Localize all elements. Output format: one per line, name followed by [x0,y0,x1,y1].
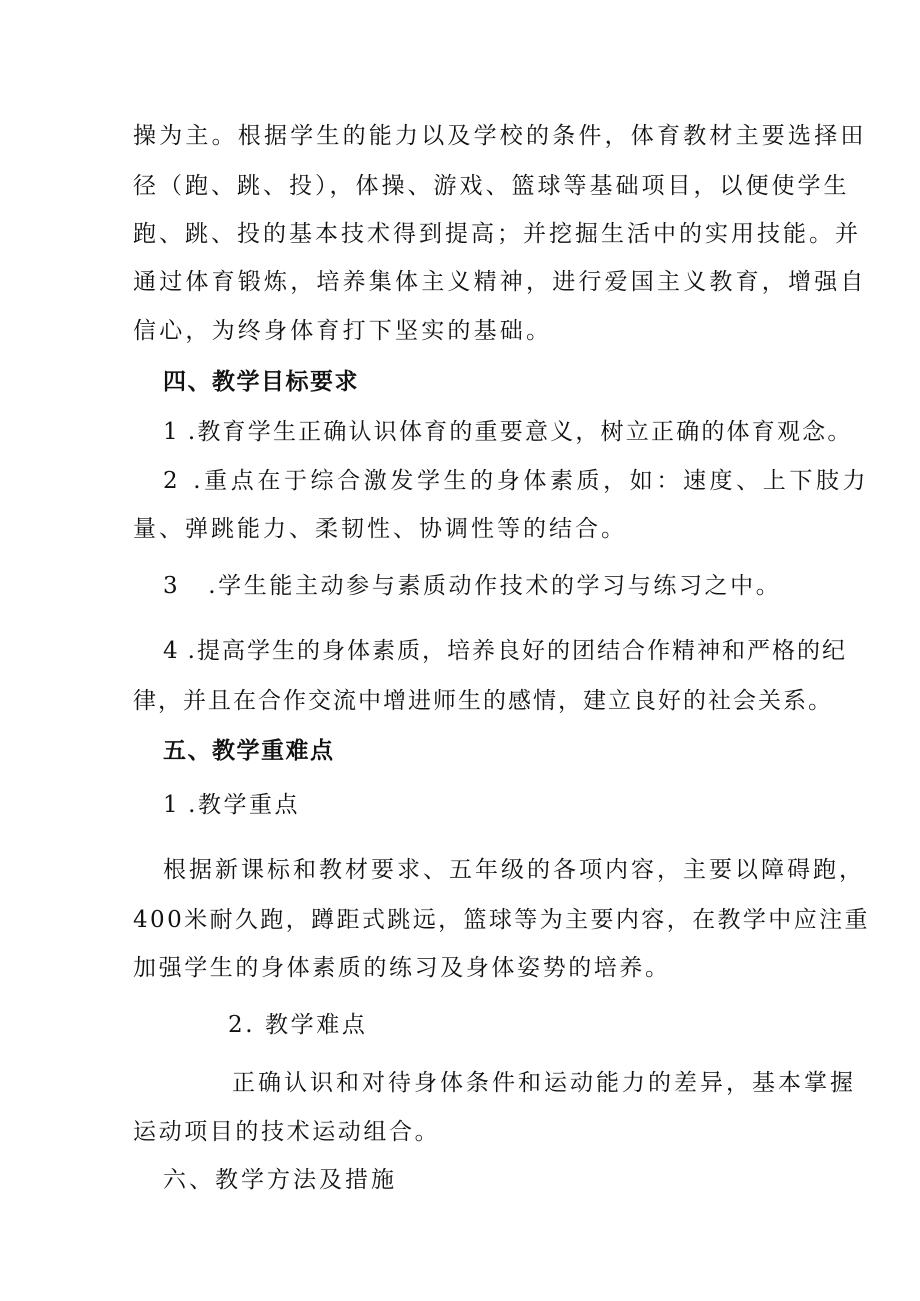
section-heading: 五、教学重难点 [163,738,335,764]
intro-line: 操为主。根据学生的能力以及学校的条件，体育教材主要选择田 [133,123,867,149]
item-text: .学生能主动参与素质动作技术的学习与练习之中。 [208,573,782,599]
intro-line: 跑、跳、投的基本技术得到提高；并挖掘生活中的实用技能。并 [133,221,861,247]
section-heading: 四、教学目标要求 [163,369,359,395]
goal-item [163,636,847,666]
subsection-title: 2. 教学难点 [228,1012,368,1038]
intro-line: 通过体育锻炼，培养集体主义精神，进行爱国主义教育，增强自 [133,269,867,295]
item-text: .提高学生的身体素质，培养良好的团结合作精神和严格的纪 [187,638,847,664]
item-number: 2 [163,468,182,494]
item-number: 3 [163,573,181,599]
goal-item-continuation: 律，并且在合作交流中增进师生的感情，建立良好的社会关系。 [133,688,833,714]
item-number: 1 [163,792,181,818]
item-number: 1 [163,419,180,445]
item-text: .重点在于综合激发学生的身体素质，如：速度、上下肢力 [193,468,870,494]
key-points-line: 根据新课标和教材要求、五年级的各项内容，主要以障碍跑， [163,857,865,883]
subsection-title-text: .教学重点 [188,792,300,818]
goal-item-continuation: 量、弹跳能力、柔韧性、协调性等的结合。 [133,516,627,542]
goal-item [163,466,869,496]
goal-item [163,571,781,601]
item-number: 4 [163,638,180,664]
item-text: .教育学生正确认识体育的重要意义，树立正确的体育观念。 [187,419,853,445]
difficult-points-line: 正确认识和对待身体条件和运动能力的差异，基本掌握 [232,1070,856,1096]
intro-line: 径（跑、跳、投），体操、游戏、篮球等基础项目，以便使学生 [133,173,850,199]
key-points-line: 加强学生的身体素质的练习及身体姿势的培养。 [133,955,671,981]
intro-line: 信心，为终身体育打下坚实的基础。 [133,318,553,344]
goal-item [163,417,853,447]
key-points-line: 400米耐久跑，蹲距式跳远，篮球等为主要内容，在教学中应注重 [133,907,870,933]
subsection-title [163,790,300,820]
difficult-points-line: 运动项目的技术运动组合。 [133,1119,441,1145]
section-heading: 六、教学方法及措施 [163,1167,397,1193]
